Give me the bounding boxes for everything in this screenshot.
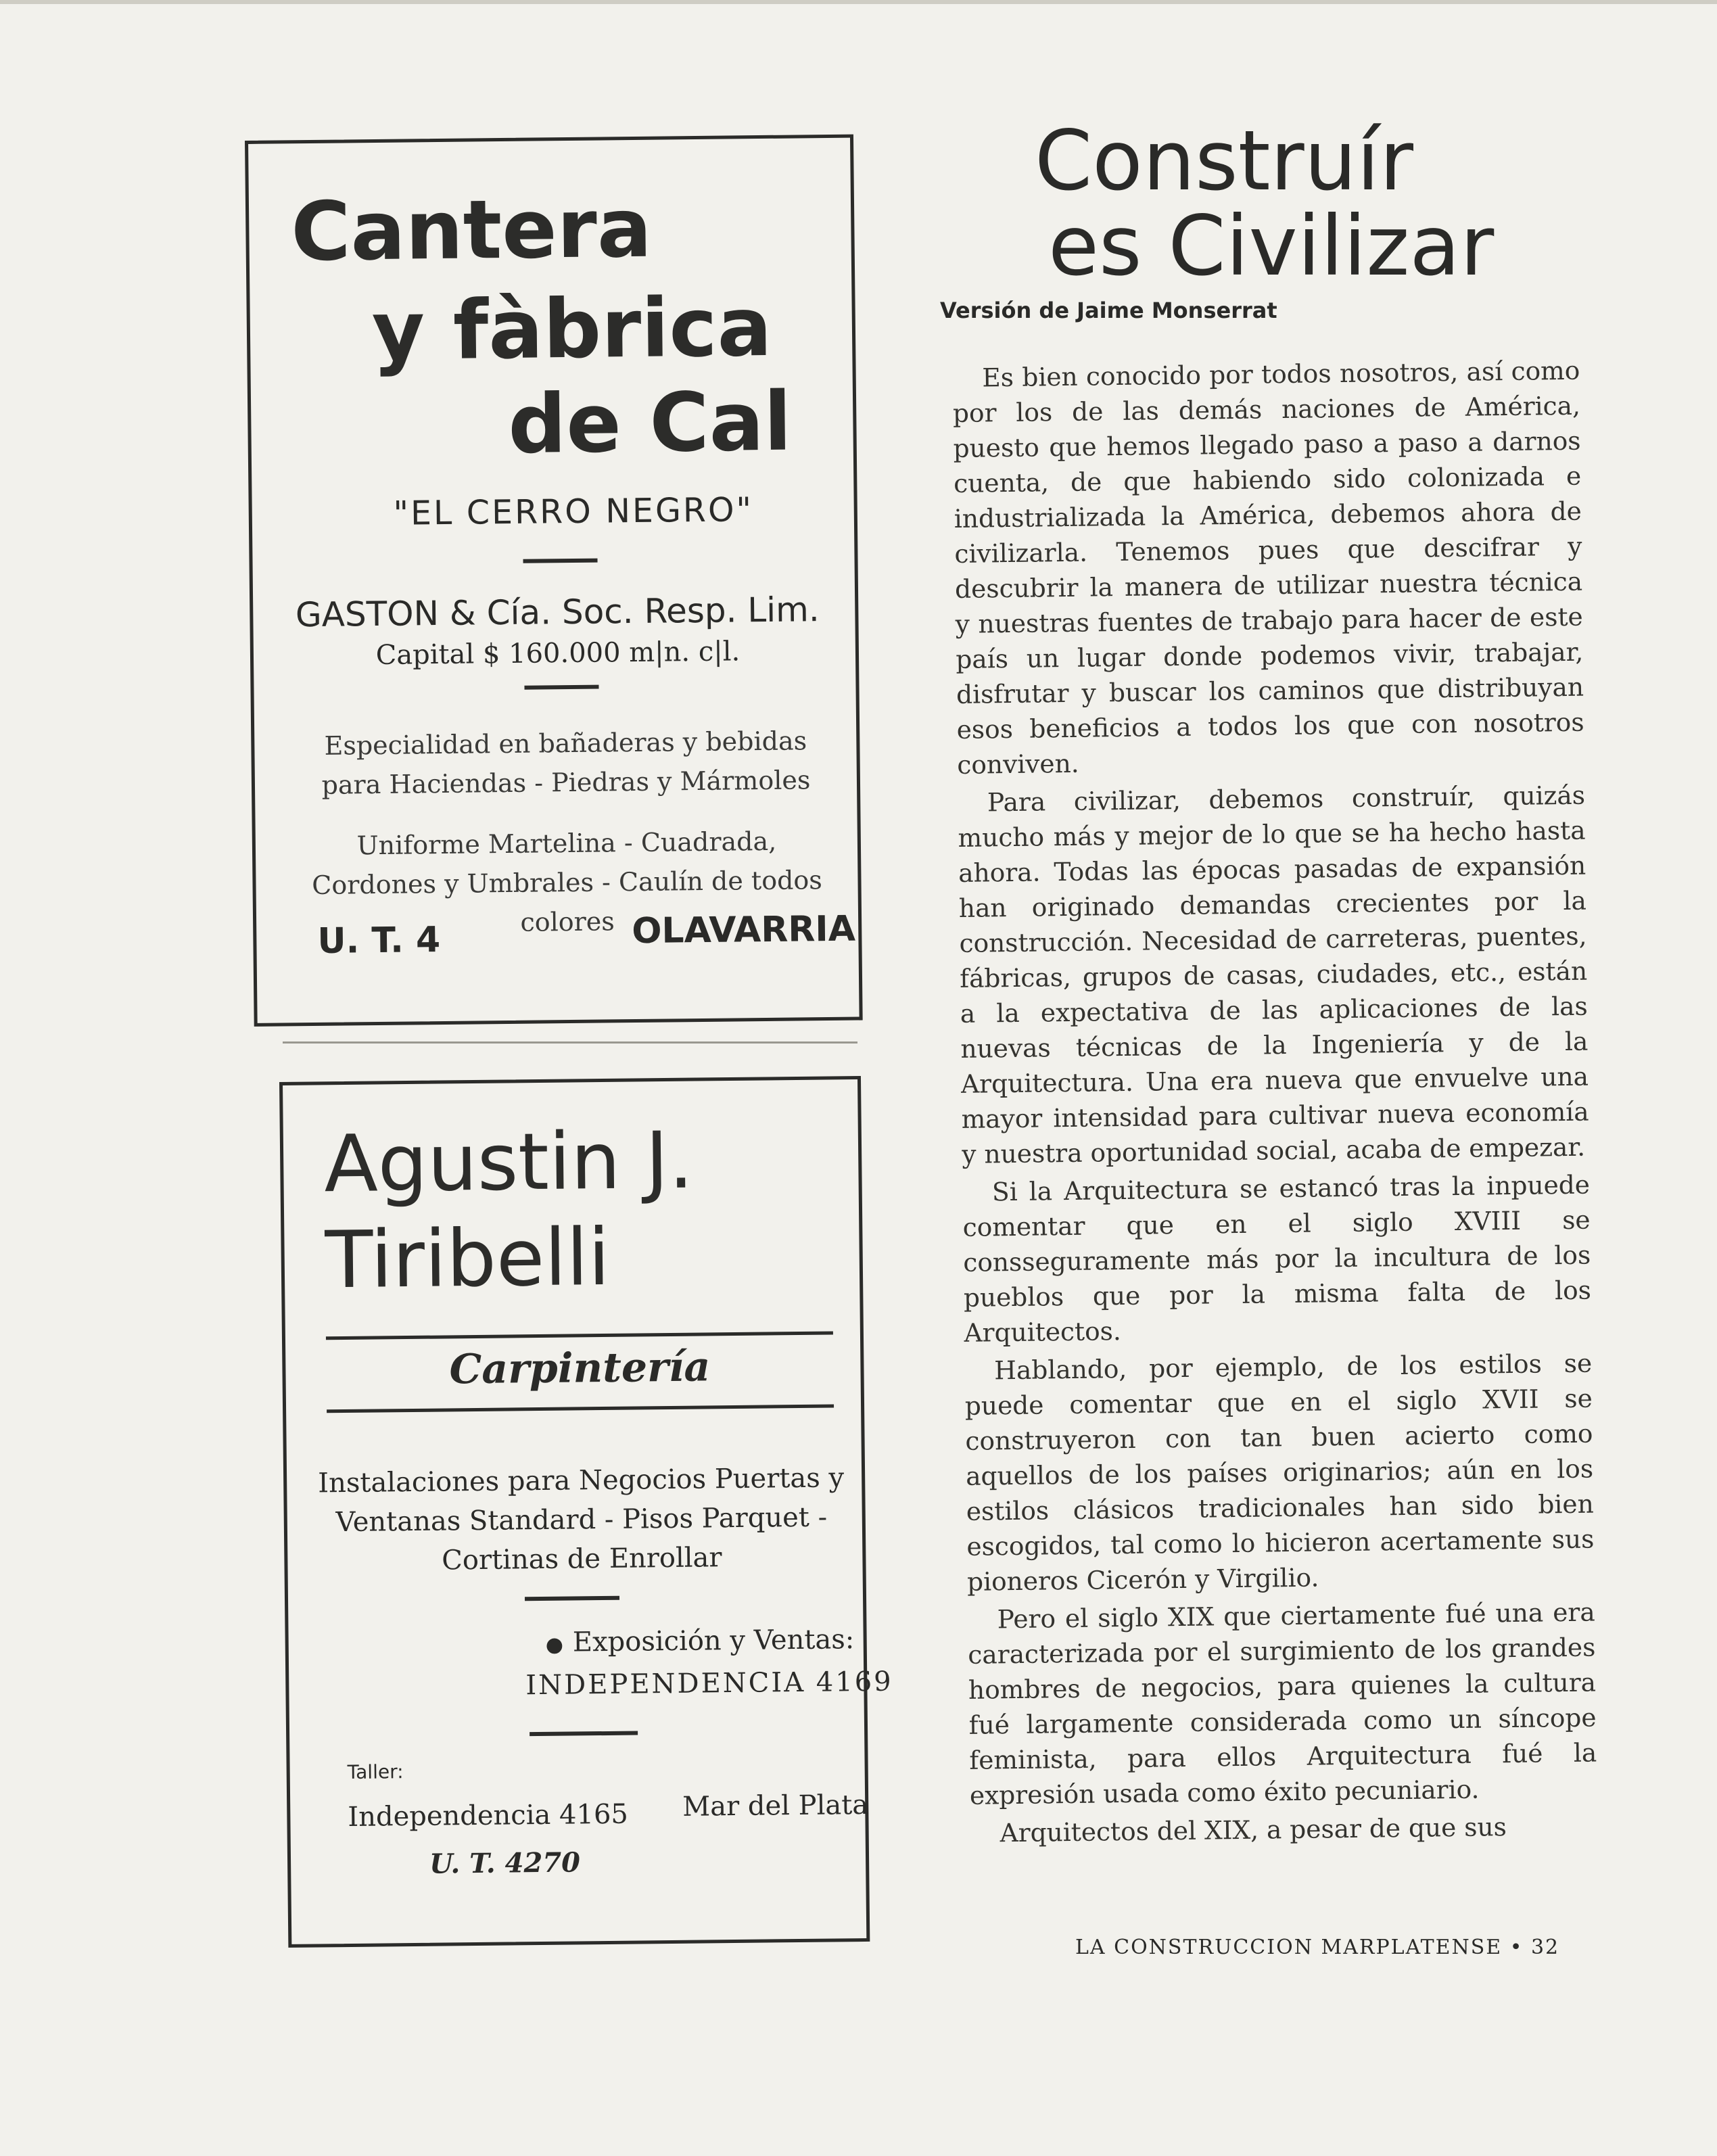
ad-tiribelli-name-line1: Agustin J. — [323, 1115, 695, 1211]
ad-cantera-subtitle: "EL CERRO NEGRO" — [393, 490, 754, 533]
article-title-line1: Construír — [1035, 113, 1414, 209]
divider — [523, 559, 598, 563]
article-paragraph: Arquitectos del XIX, a pesar de que sus — [999, 1812, 1507, 1848]
ad-cantera — [245, 135, 863, 1027]
article-paragraph: Es bien conocido por todos nosotros, así como por los de las demás naciones de América, puesto que hemos llegado paso a paso a darnos cuenta, de que habiendo sido colonizada e industrializada la América, debemos ahora de civilizarla. Tenemos pues que descifrar y descubrir la manera de utilizar nuestra técnica y nuestras fuentes de trabajo para hacer de este país un lugar donde podemos vivir, trabajar, disfrutar y buscar los caminos que distribuyan esos beneficios a todos los que con nosotros conviven. — [952, 355, 1584, 780]
divider — [525, 1596, 619, 1601]
ad-tiribelli-city: Mar del Plata — [682, 1789, 869, 1823]
ad-cantera-company: GASTON & Cía. Soc. Resp. Lim. — [295, 590, 820, 635]
ad-separator — [283, 1041, 857, 1044]
ad-tiribelli-name-line2: Tiribelli — [325, 1211, 611, 1307]
divider — [326, 1331, 833, 1340]
ad-tiribelli-exposition — [545, 1624, 854, 1658]
ad-tiribelli-workshop-label: Taller: — [347, 1760, 404, 1784]
article-title — [1035, 113, 1495, 294]
ad-tiribelli-workshop-address: Independencia 4165 — [348, 1798, 629, 1833]
ad-tiribelli-phone: U. T. 4270 — [429, 1846, 581, 1880]
divider — [530, 1731, 638, 1737]
ad-tiribelli-trade: Carpintería — [449, 1343, 711, 1394]
article-paragraph: Pero el siglo XIX que ciertamente fué una era caracterizada por el surgimiento de los grandes hombres de negocios, para quienes la cultura fué largamente considerada como un síncope feminista, para ellos Arquitectura fué la expresión usada como éxito pecuniario. — [968, 1597, 1597, 1810]
page-top-edge — [0, 0, 1717, 4]
ad-tiribelli-exposition-label: Exposición y Ventas: — [572, 1624, 855, 1658]
article-paragraph: Si la Arquitectura se estancó tras la inpuede comentar que en el siglo XVIII se consseguramente más por la incultura de los pueblos que por la misma falta de los Arquitectos. — [962, 1169, 1592, 1348]
ad-cantera-phone: U. T. 4 — [317, 920, 441, 962]
ad-cantera-city: OLAVARRIA — [631, 908, 856, 952]
article-paragraph: Para civilizar, debemos construír, quizás mucho más y mejor de lo que se ha hecho hasta ahora. Todas las épocas pasadas de expansión han originado demandas crecientes por la construcción. Necesidad de carreteras, puentes, fábricas, grupos de casas, ciudades, etc., están a la expectativa de las aplicaciones de las nuevas técnicas de la Ingeniería y de la Arquitectura. Una era nueva que envuelve una mayor intensidad para cultivar nueva economía y nuestra oportunidad social, acaba de empezar. — [958, 780, 1589, 1169]
ad-cantera-title-line1: Cantera — [290, 181, 653, 280]
ad-tiribelli-services: Instalaciones para Negocios Puertas y Ventanas Standard - Pisos Parquet - Cortinas de Enrollar — [318, 1462, 845, 1576]
article-byline: Versión de Jaime Monserrat — [940, 298, 1277, 323]
ad-cantera-title-line3: de Cal — [507, 375, 793, 472]
article-paragraph: Hablando, por ejemplo, de los estilos se puede comentar que en el siglo XVII se construyeron con tan buen acierto como aquellos de los países originarios; aún en los estilos clásicos tradicionales han sido bien escogidos, tal como lo hicieron acertamente sus pioneros Cicerón y Virgilio. — [964, 1348, 1595, 1597]
ad-tiribelli-exposition-address: INDEPENDENCIA 4169 — [525, 1666, 893, 1702]
page-footer: LA CONSTRUCCION MARPLATENSE • 32 — [1075, 1936, 1560, 1959]
ad-tiribelli — [279, 1076, 893, 1948]
ad-cantera-capital: Capital $ 160.000 m|n. c|l. — [375, 636, 740, 672]
divider — [524, 685, 598, 690]
ad-cantera-products: Uniforme Martelina - Cuadrada, Cordones y Umbrales - Caulín de todos colores — [312, 826, 823, 937]
bullet-icon: ● — [545, 1633, 564, 1657]
divider — [327, 1404, 834, 1413]
ad-cantera-title-line2: y fàbrica — [371, 280, 773, 379]
ad-cantera-specialty: Especialidad en bañaderas y bebidas para Haciendas - Piedras y Mármoles — [321, 726, 811, 800]
article-body — [952, 353, 1598, 1854]
article-title-line2: es Civilizar — [1048, 198, 1495, 294]
